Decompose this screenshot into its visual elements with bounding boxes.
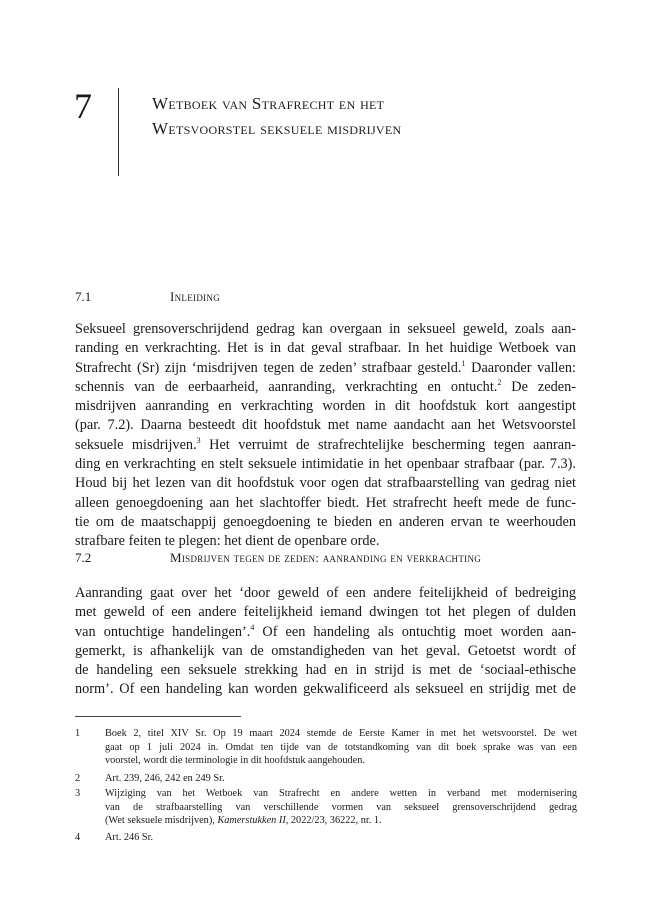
footnote-text bbox=[105, 772, 577, 786]
footnote-number: 2 bbox=[75, 773, 81, 784]
chapter-number: 7 bbox=[74, 86, 92, 126]
chapter-divider bbox=[118, 88, 119, 176]
text-run: De zeden- bbox=[501, 378, 576, 395]
text-run: seksuele misdrijven. bbox=[75, 436, 197, 453]
text-line: de handeling een seksuele strekking had en in strijd is met de ‘sociaal-ethische bbox=[75, 662, 576, 679]
paragraph bbox=[75, 584, 576, 700]
section-number: 7.2 bbox=[75, 550, 92, 565]
text-line: met geweld of een andere feitelijkheid iemand dwingen tot het plegen of dulden bbox=[75, 604, 576, 621]
text-line: ding en verkrachting en stelt seksuele intimidatie in het openbaar strafbaar (par. 7.3). bbox=[75, 456, 576, 473]
text-line: gaat op 1 juli 2024 in. Omdat ten tijde van de totstandkoming van dit boek sprake was van een bbox=[105, 741, 577, 753]
text-line: alleen genoegdoening aan het slachtoffer biedt. Het strafrecht heeft mede de func- bbox=[75, 494, 576, 511]
text-run: van ontuchtige handelingen’. bbox=[75, 623, 251, 640]
paragraph bbox=[75, 320, 576, 552]
text-line bbox=[105, 814, 577, 828]
text-line: Aanranding gaat over het ‘door geweld of een andere feitelijkheid of bedreiging bbox=[75, 585, 576, 601]
text-run: Daaronder vallen: bbox=[465, 359, 576, 376]
section-title: Misdrijven tegen de zeden: aanranding en verkrachting bbox=[170, 550, 482, 565]
text-run: (Wet seksuele misdrijven), bbox=[105, 815, 218, 827]
footnote-text bbox=[105, 787, 577, 828]
text-line: Seksueel grensoverschrijdend gedrag kan overgaan in seksueel geweld, zoals aan- bbox=[75, 321, 576, 337]
text-line: norm’. Of een handeling kan worden gekwalificeerd als seksueel en strijdig met de bbox=[75, 681, 576, 698]
footnote-ref[interactable]: 1 bbox=[461, 358, 466, 368]
section-title: Inleiding bbox=[170, 289, 221, 304]
text-line: gemerkt, is afhankelijk van de omstandigheden van het geval. Getoetst wordt of bbox=[75, 642, 576, 659]
text-line bbox=[75, 623, 576, 642]
text-run: Strafrecht (Sr) zijn ‘misdrijven tegen de zeden’ strafbaar gesteld. bbox=[75, 359, 462, 376]
footnote-number: 4 bbox=[75, 832, 81, 843]
text-line: van de strafbaarstelling van verschillende vormen van seksueel grensoverschrijdend gedrag bbox=[105, 801, 577, 813]
section-number: 7.1 bbox=[75, 289, 92, 304]
text-run: , 2022/23, 36222, nr. 1. bbox=[285, 815, 382, 827]
chapter-title bbox=[152, 91, 592, 141]
text-line: tie om de maatschappij genoegdoening te bieden en anderen ervan te weerhouden bbox=[75, 513, 576, 530]
text-run: Of een handeling als ontuchtig moet worden aan- bbox=[254, 623, 576, 640]
text-run: Kamerstukken II bbox=[217, 815, 286, 827]
text-run: schennis van de eerbaarheid, aanranding, verkrachting en ontucht. bbox=[75, 378, 498, 395]
footnote-ref[interactable]: 2 bbox=[497, 377, 502, 387]
footnote-ref[interactable]: 4 bbox=[250, 622, 255, 632]
text-line bbox=[75, 359, 576, 378]
text-line bbox=[75, 436, 576, 455]
footnote-ref[interactable]: 3 bbox=[196, 435, 201, 445]
text-line: voorstel, wordt die terminologie in dit hoofdstuk aangehouden. bbox=[105, 755, 365, 767]
text-line: (par. 7.2). Daarna besteedt dit hoofdstuk met name aandacht aan het Wetsvoorstel bbox=[75, 417, 576, 434]
text-run: Het verruimt de strafrechtelijke bescherming tegen aanran- bbox=[200, 436, 576, 453]
footnote-number: 3 bbox=[75, 788, 81, 799]
footnote-text bbox=[105, 727, 577, 768]
text-line: Art. 246 Sr. bbox=[105, 832, 154, 843]
text-line bbox=[75, 378, 576, 397]
text-line: Wijziging van het Wetboek van Strafrecht en andere wetten in verband met modernisering bbox=[105, 788, 577, 799]
text-line: randing en verkrachting. Het is in dat geval strafbaar. In het huidige Wetboek van bbox=[75, 340, 576, 357]
text-line: misdrijven aanranding en verkrachting worden in dit hoofdstuk kort aangestipt bbox=[75, 398, 576, 415]
footnote-text bbox=[105, 831, 577, 845]
text-line: Boek 2, titel XIV Sr. Op 19 maart 2024 stemde de Eerste Kamer in met het wetsvoorstel. De wet bbox=[105, 728, 577, 739]
text-line: strafbare feiten te plegen: het dient de openbare orde. bbox=[75, 533, 380, 550]
footnote-number: 1 bbox=[75, 728, 81, 739]
chapter-title-line: Wetsvoorstel seksuele misdrijven bbox=[152, 119, 402, 138]
footnote-rule bbox=[75, 716, 241, 717]
text-line: Art. 239, 246, 242 en 249 Sr. bbox=[105, 773, 225, 784]
chapter-title-line: Wetboek van Strafrecht en het bbox=[152, 94, 385, 113]
text-line: Houd bij het lezen van dit hoofdstuk voor ogen dat strafbaarstelling van gedrag niet bbox=[75, 475, 576, 492]
